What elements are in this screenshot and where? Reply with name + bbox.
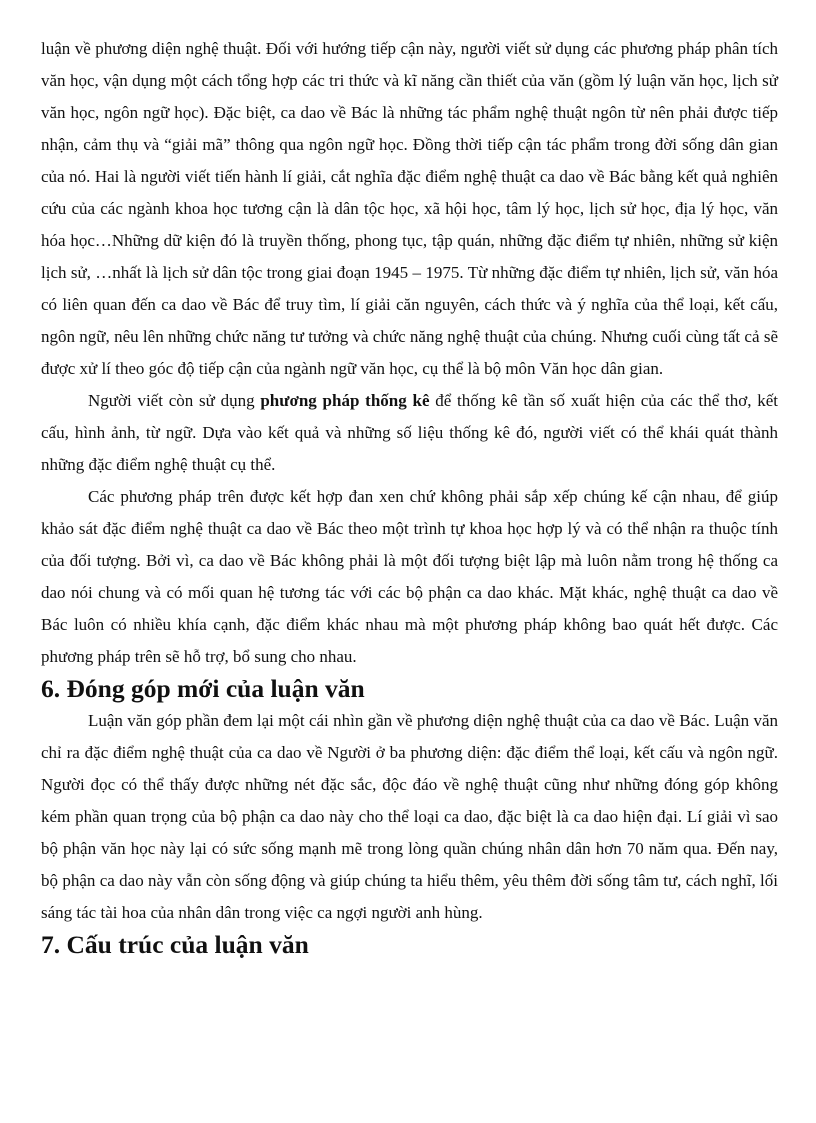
statistical-method-term: phương pháp thống kê — [260, 391, 430, 410]
paragraph-statistical-method — [41, 385, 778, 481]
section-heading-thesis-structure: 7. Cấu trúc của luận văn — [41, 930, 309, 959]
statistical-method-text-before: Người viết còn sử dụng — [88, 391, 261, 410]
paragraph-methods-approach: luận về phương diện nghệ thuật. Đối với hướng tiếp cận này, người viết sử dụng các phương pháp phân tích văn học, vận dụng một cách tổng hợp các tri thức và kĩ năng cần thiết của văn (gồm lý luận văn học, lịch sử văn học, ngôn ngữ học). Đặc biệt, ca dao về Bác là những tác phẩm nghệ thuật ngôn từ nên phải được tiếp nhận, cảm thụ và “giải mã” thông qua ngôn ngữ học. Đồng thời tiếp cận tác phẩm trong đời sống dân gian của nó. Hai là người viết tiến hành lí giải, cắt nghĩa đặc điểm nghệ thuật ca dao về Bác bằng kết quả nghiên cứu của các ngành khoa học tương cận là dân tộc học, xã hội học, tâm lý học, lịch sử học, địa lý học, văn hóa học…Những dữ kiện đó là truyền thống, phong tục, tập quán, những đặc điểm tự nhiên, những sử kiện lịch sử, …nhất là lịch sử dân tộc trong giai đoạn 1945 – 1975. Từ những đặc điểm tự nhiên, lịch sử, văn hóa có liên quan đến ca dao về Bác để truy tìm, lí giải căn nguyên, cách thức và ý nghĩa của thể loại, kết cấu, ngôn ngữ, nêu lên những chức năng tư tưởng và chức năng nghệ thuật của chúng. Nhưng cuối cùng tất cả sẽ được xử lí theo góc độ tiếp cận của ngành ngữ văn học, cụ thể là bộ môn Văn học dân gian. — [41, 39, 778, 378]
section-heading-new-contributions: 6. Đóng góp mới của luận văn — [41, 674, 365, 703]
paragraph-new-contributions: Luận văn góp phần đem lại một cái nhìn gần về phương diện nghệ thuật của ca dao về Bác. Luận văn chỉ ra đặc điểm nghệ thuật của ca dao về Người ở ba phương diện: đặc điểm thể loại, kết cấu và ngôn ngữ. Người đọc có thể thấy được những nét đặc sắc, độc đáo về nghệ thuật cũng như những đóng góp không kém phần quan trọng của bộ phận ca dao này cho thể loại ca dao, đặc biệt là ca dao hiện đại. Lí giải vì sao bộ phận văn học này lại có sức sống mạnh mẽ trong lòng quần chúng nhân dân hơn 70 năm qua. Đến nay, bộ phận ca dao này vẫn còn sống động và giúp chúng ta hiểu thêm, yêu thêm đời sống tâm tư, cách nghĩ, lối sáng tác tài hoa của nhân dân trong việc ca ngợi người anh hùng. — [41, 711, 778, 922]
statistical-method-text-after: để thống kê tần số xuất hiện của các thể thơ, kết cấu, hình ảnh, từ ngữ. Dựa vào kết quả và những số liệu thống kê đó, người viết có thể khái quát thành những đặc điểm nghệ thuật cụ thể. — [41, 391, 778, 474]
paragraph-combined-methods: Các phương pháp trên được kết hợp đan xen chứ không phải sắp xếp chúng kế cận nhau, để giúp khảo sát đặc điểm nghệ thuật ca dao về Bác theo một trình tự khoa học hợp lý và có thể nhận ra thuộc tính của đối tượng. Bởi vì, ca dao về Bác không phải là một đối tượng biệt lập mà luôn nằm trong hệ thống ca dao nói chung và có mối quan hệ tương tác với các bộ phận ca dao khác. Mặt khác, nghệ thuật ca dao về Bác luôn có nhiều khía cạnh, đặc điểm khác nhau mà một phương pháp không bao quát hết được. Các phương pháp trên sẽ hỗ trợ, bổ sung cho nhau. — [41, 487, 778, 666]
